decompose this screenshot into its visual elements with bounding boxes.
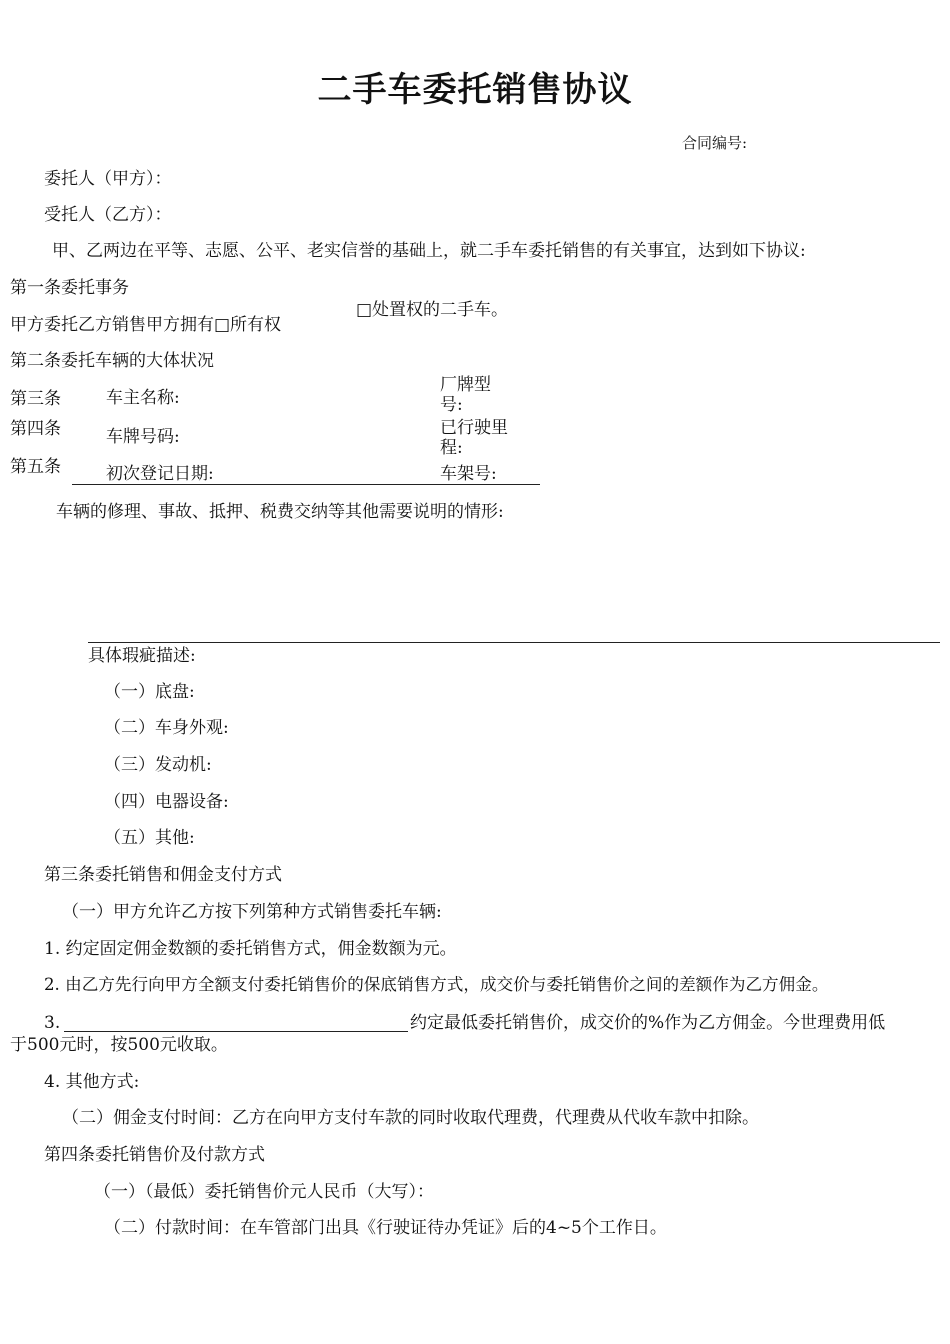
defect-electrical: （四）电器设备: <box>104 792 229 812</box>
defect-other: （五）其他: <box>104 828 195 848</box>
preamble-text: 甲、乙两边在平等、志愿、公平、老实信誉的基础上，就二手车委托销售的有关事宜，达到如下协议: <box>52 241 806 261</box>
first-registration-date-field: 初次登记日期: <box>106 464 214 484</box>
article-1-text-continued: □处置权的二手车。 <box>356 300 509 320</box>
article-3-title: 第三条委托销售和佣金支付方式 <box>44 865 282 885</box>
article-3-item-4: 4. 其他方式: <box>44 1072 140 1092</box>
contract-number-label: 合同编号: <box>682 134 748 152</box>
article-1-title: 第一条委托事务 <box>10 278 129 298</box>
owner-name-field: 车主名称: <box>106 388 180 408</box>
defects-title: 具体瑕疵描述: <box>88 646 196 666</box>
defect-chassis: （一）底盘: <box>104 682 195 702</box>
defect-engine: （三）发动机: <box>104 755 212 775</box>
article-3-item-2: 2. 由乙方先行向甲方全额支付委托销售价的保底销售方式，成交价与委托销售价之间的差额作为乙方佣金。 <box>44 975 829 994</box>
mileage-field: 已行驶里程: <box>440 418 508 458</box>
article-4-item-2: （二）付款时间：在车管部门出具《行驶证待办凭证》后的4~5个工作日。 <box>104 1218 667 1238</box>
vin-field: 车架号: <box>440 464 497 484</box>
article-3-item-1: 1. 约定固定佣金数额的委托销售方式，佣金数额为元。 <box>44 939 457 959</box>
vehicle-row-2-label: 第四条 <box>10 419 61 439</box>
defect-body-exterior: （二）车身外观: <box>104 718 229 738</box>
party-b-label: 受托人（乙方）： <box>44 205 172 225</box>
vehicle-table-underline <box>72 484 540 485</box>
party-a-label: 委托人（甲方）： <box>44 169 172 189</box>
vehicle-row-3-label: 第五条 <box>10 457 61 477</box>
condition-note: 车辆的修理、事故、抵押、税费交纳等其他需要说明的情形: <box>56 502 504 522</box>
article-3-item-3-text: 约定最低委托销售价，成交价的%作为乙方佣金。今世理费用低 <box>410 1013 886 1033</box>
article-3-item-3-number: 3. <box>44 1013 61 1033</box>
brand-model-field: 厂牌型号: <box>440 375 491 415</box>
article-3-intro: （一）甲方允许乙方按下列第种方式销售委托车辆: <box>62 902 442 922</box>
article-4-item-1: （一）（最低）委托销售价元人民币（大写）： <box>94 1182 434 1202</box>
condition-fill-line <box>88 642 940 643</box>
article-1-text: 甲方委托乙方销售甲方拥有□所有权 <box>10 315 282 335</box>
plate-number-field: 车牌号码: <box>106 427 180 447</box>
vehicle-row-1-label: 第三条 <box>10 389 61 409</box>
article-4-title: 第四条委托销售价及付款方式 <box>44 1145 265 1165</box>
article-3-payment-time: （二）佣金支付时间：乙方在向甲方支付车款的同时收取代理费，代理费从代收车款中扣除。 <box>62 1108 759 1128</box>
item-3-fill-line <box>64 1031 408 1032</box>
document-title: 二手车委托销售协议 <box>317 70 633 110</box>
article-3-item-3-continued: 于500元时，按500元收取。 <box>10 1035 228 1055</box>
article-2-title: 第二条委托车辆的大体状况 <box>10 351 214 371</box>
